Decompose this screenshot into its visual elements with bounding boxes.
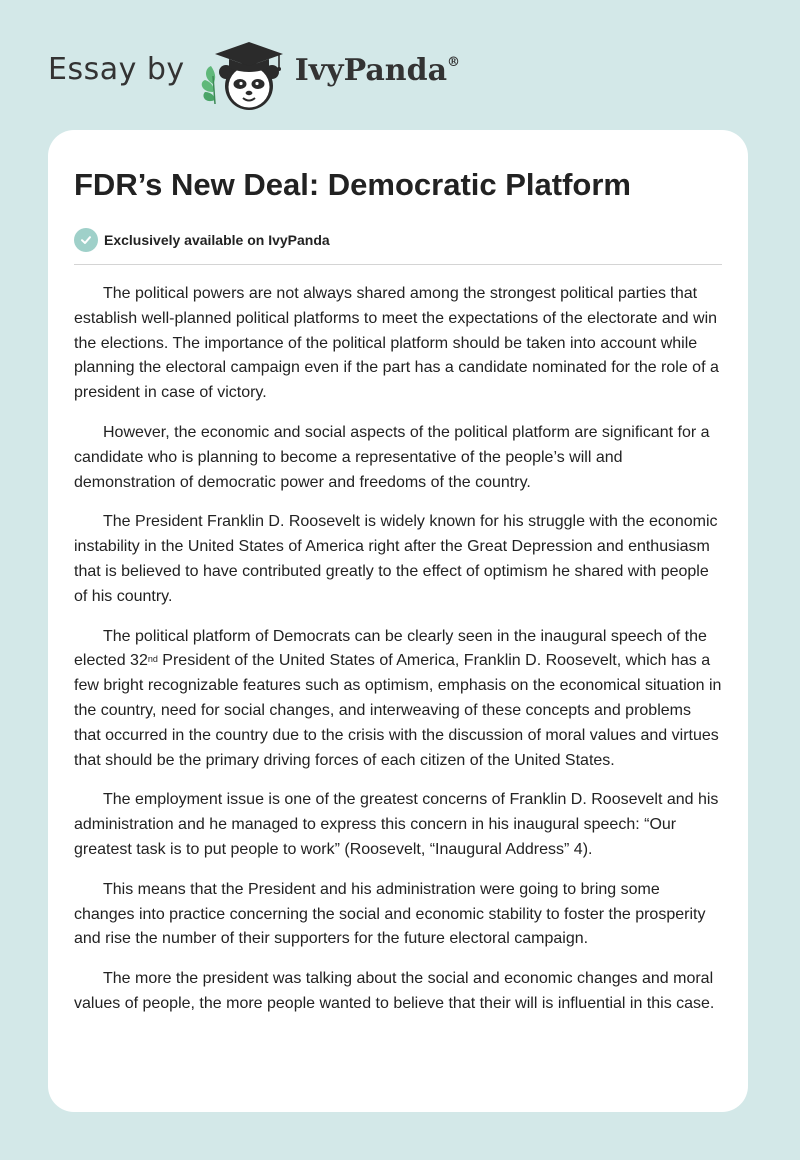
paragraph: However, the economic and social aspects of the political platform are significant for a candidate who is planning to become a representative of the people’s will and demonstration of democratic power and freedoms of the country. [74, 423, 710, 491]
exclusive-label: Exclusively available on IvyPanda [104, 232, 330, 248]
paragraph: This means that the President and his administration were going to bring some changes into practice concerning the social and economic stability to foster the prosperity and rise the number of their supporters for the future electoral campaign. [74, 880, 706, 948]
brand-name: IvyPanda® [294, 52, 461, 88]
ordinal-suffix: nd [147, 654, 158, 665]
paragraph: The employment issue is one of the greatest concerns of Franklin D. Roosevelt and his administration and he managed to express this concern in his inaugural speech: “Our greatest task is to put people to work” (Roosevelt, “Inaugural Address” 4). [74, 791, 719, 858]
paragraph: The President Franklin D. Roosevelt is widely known for his struggle with the economic instability in the United States of America right after the Great Depression and enthusiasm that is believed to have contributed greatly to the effect of optimism he shared with people of his country. [74, 513, 718, 605]
divider [74, 264, 722, 265]
paragraph: The more the president was talking about the social and economic changes and moral values of people, the more people wanted to believe that their will is influential in this case. [74, 970, 715, 1012]
registered-mark: ® [447, 54, 461, 70]
site-header [48, 32, 460, 112]
essay-body [74, 282, 722, 1017]
paragraph: The political powers are not always shared among the strongest political parties that establish well-planned political platforms to meet the expectations of the electorate and win the elections. The importance of the political platform should be taken into account while planning the electoral campaign even if the part has a candidate nominated for the role of a president in case of victory. [74, 285, 719, 402]
essay-title: FDR’s New Deal: Democratic Platform [74, 167, 632, 202]
panda-graduate-icon [199, 32, 285, 112]
check-icon [74, 228, 98, 252]
essay-by-label: Essay by [48, 51, 185, 87]
exclusive-badge [74, 227, 722, 253]
essay-card [48, 130, 748, 1112]
paragraph: The political platform of Democrats can be clearly seen in the inaugural speech of the elected 32nd President of the United States of America, Franklin D. Roosevelt, which has a few bright recognizable features such as optimism, emphasis on the economical situation in the country, need for social changes, and interweaving of these concepts and problems that occurred in the country due to the crisis with the discussion of moral values and virtues that should be the primary driving forces of each citizen of the United States. [74, 627, 722, 769]
